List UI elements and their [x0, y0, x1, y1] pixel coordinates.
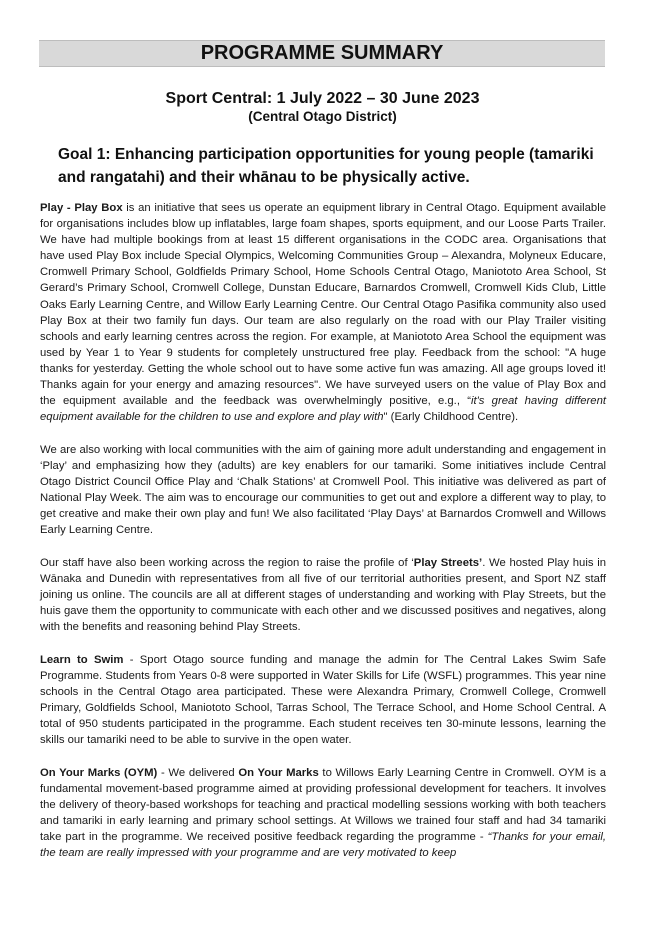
- on-your-marks-text1: - We delivered: [157, 766, 239, 779]
- play-streets-text: . We hosted Play huis in Wānaka and Dunedin with representatives from all five of our territorial authorities present, and Sport NZ staff joining us online. The councils are all at different stages of understanding and working with Play Streets, but the huis gave them the opportunity to communicate with each other and we discussed positives and negatives, along with the benefits and reasoning behind Play Streets.: [40, 556, 606, 634]
- on-your-marks-lead: On Your Marks (OYM): [40, 766, 158, 779]
- on-your-marks-text2: to Willows Early Learning Centre in Cromwell. OYM is a fundamental movement-based programme aimed at providing professional development for teachers. It involves the delivery of theory-based workshops for teaching and practical modelling sessions working with both teachers and tamariki in early learning and primary school settings. At Willows we trained four staff and had 34 tamariki take part in the programme. We received positive feedback regarding the programme -: [40, 766, 606, 844]
- play-streets-paragraph: [40, 555, 606, 635]
- learn-to-swim-paragraph: [40, 652, 606, 749]
- play-box-tail: " (Early Childhood Centre).: [383, 411, 519, 424]
- play-box-text: is an initiative that sees us operate an equipment library in Central Otago. Equipment available for organisations includes blow up inflatables, large foam shapes, sports equipment, and our Loose Parts Trailer. We have had multiple bookings from at least 15 different organisations in the CODC area. Organisations that have used Play Box include Special Olympics, Welcoming Communities Group – Alexandra, Molyneux Educare, Cromwell Primary School, Goldfields Primary School, Home Schools Central Otago, Maniototo Area School, St Gerard’s Primary School, Cromwell College, Dunstan Educare, Barnardos Cromwell, Cromwell Kids Club, Little Oaks Early Learning Centre, and Willow Early Learning Centre. Our Central Otago Pasifika community also used Play Box at their two family fun days. Our team are also regularly on the road with our Play Trailer visiting schools and early learning centres across the region. For example, at Maniototo Area School the equipment was used by Year 1 to Year 9 students for completely unstructured free play. Feedback from the school: "A huge thanks for yesterday. Getting the whole school out to have some active fun was amazing. All age groups loved it! Thanks again for your energy and amazing resources". We have surveyed users on the value of Play Box and the equipment available and the feedback was overwhelmingly positive, e.g., “: [40, 202, 606, 408]
- body-text: [40, 200, 606, 878]
- on-your-marks-bold: On Your Marks: [238, 766, 319, 779]
- on-your-marks-paragraph: [40, 765, 606, 862]
- on-your-marks-quote: “Thanks for your email, the team are really impressed with your programme and are very motivated to keep: [40, 831, 606, 860]
- programme-summary-banner: PROGRAMME SUMMARY: [39, 40, 605, 67]
- goal-heading: Goal 1: Enhancing participation opportunities for young people (tamariki and rangatahi) and their whānau to be physically active.: [58, 146, 594, 186]
- learn-to-swim-lead: Learn to Swim: [40, 653, 124, 666]
- district-heading: (Central Otago District): [248, 109, 397, 124]
- play-box-lead: Play - Play Box: [40, 202, 123, 214]
- play-streets-pre: Our staff have also been working across the region to raise the profile of ‘: [40, 556, 414, 569]
- community-play-paragraph: We are also working with local communities with the aim of gaining more adult understanding and engagement in ‘Play’ and emphasizing how they (adults) are key enablers for our tamariki. Some initiatives include Central Otago District Council Office Play and ‘Chalk Stations’ at Cromwell Pool. This initiative was delivered as part of National Play Week. The aim was to encourage our communities to get out and explore a different way to play, to get creative and make their own play and fun! We also facilitated ‘Play Days’ at Barnardos Cromwell and Willows Early Learning Centre.: [40, 443, 606, 537]
- play-box-paragraph: [40, 200, 606, 425]
- report-period-heading: Sport Central: 1 July 2022 – 30 June 2023: [165, 90, 480, 107]
- learn-to-swim-text: - Sport Otago source funding and manage the admin for The Central Lakes Swim Safe Programme. Students from Years 0-8 were supported in Water Skills for Life (WSFL) programmes. This year nine schools in the Central Otago area participated. These were Alexandra Primary, Cromwell College, Cromwell Primary, Goldfields School, Maniototo School, Tarras School, The Terrace School, and Home School Central. A total of 950 students participated in the programme. Each student receives ten 30-minute lessons, learning the skills our tamariki need to be able to survive in the open water.: [40, 653, 606, 747]
- play-box-quote: it's great having different equipment available for the children to use and explore and play with: [40, 395, 606, 424]
- play-streets-bold: Play Streets’: [413, 556, 483, 569]
